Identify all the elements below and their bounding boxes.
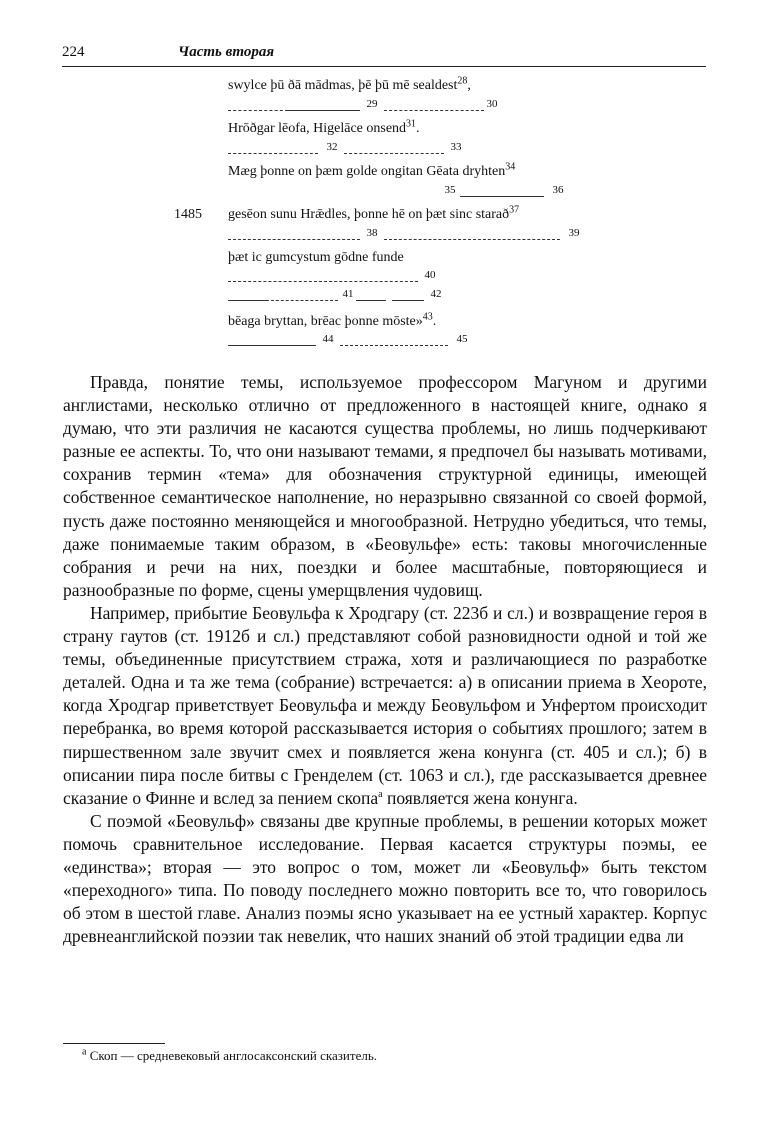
scansion-number: 32 [326,141,338,153]
scansion-number: 33 [450,141,462,153]
scansion-line [228,141,468,163]
scansion-number: 36 [552,184,564,196]
scansion-number: 35 [444,184,456,196]
scansion-number: 39 [568,227,580,239]
scansion-line [228,227,588,249]
verse-line: gesēon sunu Hrǣdles, þonne hē on þæt sinc starað$^{37}$ [228,204,520,222]
paragraph: Правда, понятие темы, используемое профессором Магуном и другими англистами, несколько отлично от предложенного в настоящей книге, однако я думаю, что эти различия не касаются существа проблемы, но лишь подчеркивают разные ее аспекты. То, что они называют темами, я предпочел бы называть мотивами, сохранив термин «тема» для обозначения структурной единицы, имеющей собственное семантическое наполнение, но неразрывно связанной со своей формой, пусть даже постоянно меняющейся и многообразной. Нетрудно убедиться, что темы, даже понимаемые таким образом, в «Беовульфе» есть: таковы многочисленные собрания и речи на них, поездки и более масштабные, повторяющиеся и разнообразные по форме, сцены умерщвления чудовищ. [63,372,707,600]
scansion-number: 42 [430,288,442,300]
verse-line: bēaga bryttan, brēac þonne mōste»$^{43}$. [228,311,437,329]
verse-block [0,70,768,360]
footnote: $^а$ Скоп — средневековый англосаксонский сказитель. [82,1046,378,1063]
body-text [63,371,707,948]
footnote-rule [63,1043,165,1044]
verse-line: þæt ic gumcystum gōdne funde [228,250,404,265]
scansion-line [228,333,488,355]
paragraph: Например, прибытие Беовульфа к Хродгару (ст. 223б и сл.) и возвращение героя в страну гаутов (ст. 1912б и сл.) представляют собой разновидности одной и той же темы, объединенные присутствием стража, хотя и различающиеся по разработке деталей. Одна и та же тема (собрание) встречается: а) в описании приема в Хеороте, когда Хродгар приветствует Беовульфа и между Беовульфом и Унфертом происходит перебранка, во время которой рассказывается история о событиях прошлого; затем в пиршественном зале звучит смех и появляется жена конунга (ст. 405 и сл.); б) в описании пира после битвы с Гренделем (ст. 1063 и сл.), где рассказывается древнее сказание о Финне и вслед за пением скопа$^а$ появляется жена конунга. [63,602,707,808]
scansion-number: 30 [486,98,498,110]
scansion-number: 38 [366,227,378,239]
scansion-number: 41 [342,288,354,300]
line-number: 1485 [174,207,202,222]
running-title: Часть вторая [178,44,275,60]
scansion-number: 44 [322,333,334,345]
verse-line: swylce þū ðā mādmas, þē þū mē sealdest$^{28}$, [228,75,471,93]
scansion-number: 40 [424,269,436,281]
scansion-line [228,288,458,310]
scansion-line [228,184,568,206]
scansion-number: 29 [366,98,378,110]
scansion-line [228,98,518,120]
paragraph: С поэмой «Беовульф» связаны две крупные проблемы, в решении которых может помочь сравнительное исследование. Первая касается структуры поэмы, ее «единства»; вторая — это вопрос о том, может ли «Беовульф» быть текстом «переходного» типа. По поводу последнего можно повторить все то, что говорилось об этом в шестой главе. Анализ поэмы ясно указывает на ее устный характер. Корпус древнеанглийской поэзии так невелик, что наших знаний об этой традиции едва ли [63,810,707,947]
footnote-marker: а [378,788,383,800]
verse-line: Hrōðgar lēofa, Higelāce onsend$^{31}$. [228,118,420,136]
running-header [62,44,706,67]
verse-line: Mæg þonne on þæm golde ongitan Gēata dryhten$^{34}$ [228,161,516,179]
page-number: 224 [62,44,85,60]
scansion-number: 45 [456,333,468,345]
